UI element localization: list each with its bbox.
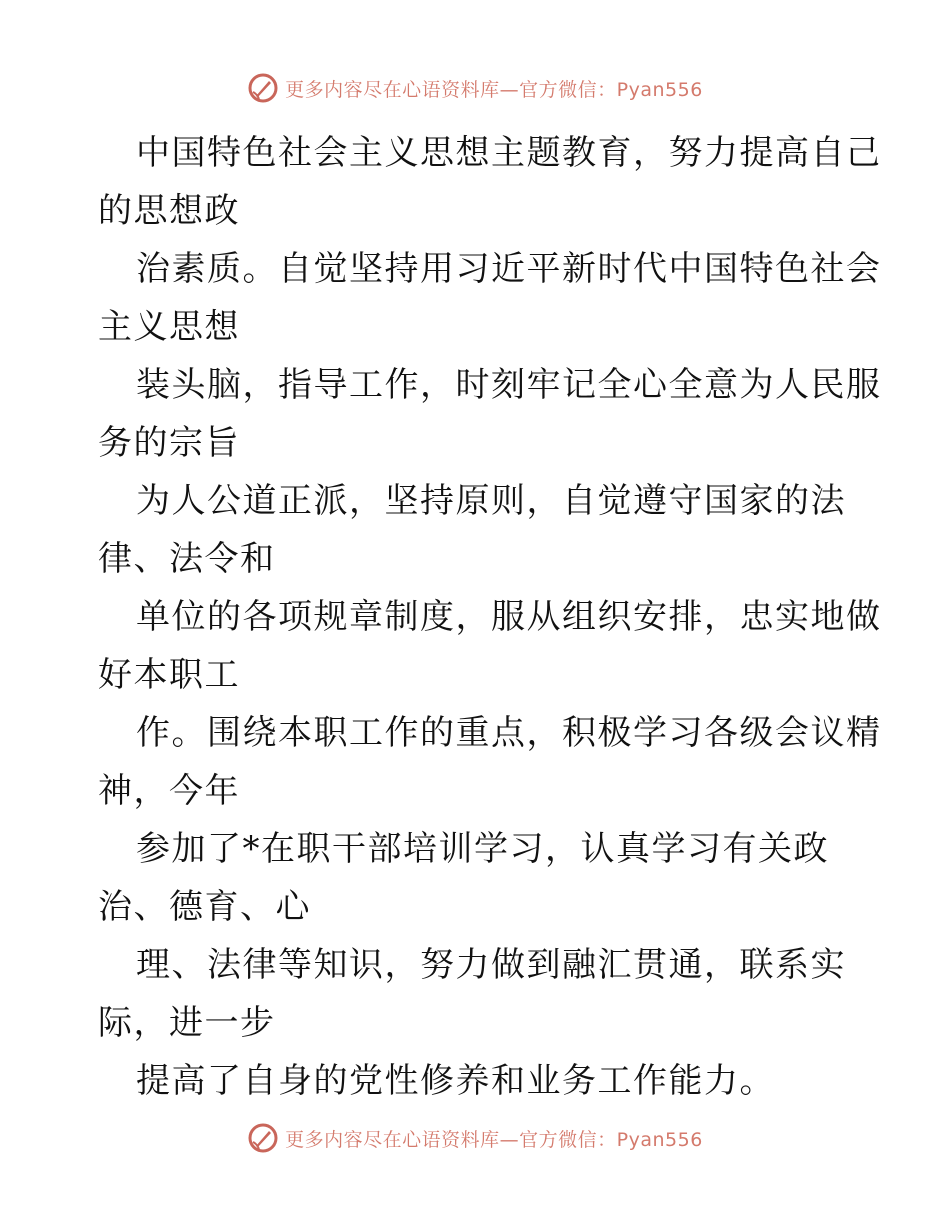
paragraph-line: 单位的各项规章制度，服从组织安排，忠实地做 (136, 597, 882, 637)
watermark-text: 更多内容尽在心语资料库—官方微信：Pyan556 (285, 1128, 703, 1151)
footer-watermark (0, 1122, 950, 1154)
paragraph-line: 好本职工 (98, 655, 240, 695)
paragraph-line: 理、法律等知识，努力做到融汇贯通，联系实 (136, 945, 846, 985)
quill-pen-logo-icon (247, 72, 279, 104)
document-body (98, 124, 882, 1110)
paragraph-line: 作。围绕本职工作的重点，积极学习各级会议精 (136, 713, 882, 753)
paragraph-line: 装头脑，指导工作，时刻牢记全心全意为人民服 (136, 365, 882, 405)
paragraph-line: 主义思想 (98, 307, 240, 347)
paragraph-line: 提高了自身的党性修养和业务工作能力。 (136, 1061, 775, 1101)
paragraph-line: 务的宗旨 (98, 423, 240, 463)
header-watermark (0, 72, 950, 104)
paragraph-line: 的思想政 (98, 191, 240, 231)
paragraph-line: 律、法令和 (98, 539, 276, 579)
paragraph-line: 中国特色社会主义思想主题教育，努力提高自己 (136, 133, 882, 173)
quill-pen-logo-icon (247, 1122, 279, 1154)
paragraph-line: 治素质。自觉坚持用习近平新时代中国特色社会 (136, 249, 882, 289)
paragraph-line: 治、德育、心 (98, 887, 311, 927)
watermark-text: 更多内容尽在心语资料库—官方微信：Pyan556 (285, 78, 703, 101)
paragraph-line: 为人公道正派，坚持原则，自觉遵守国家的法 (136, 481, 846, 521)
paragraph-line: 参加了*在职干部培训学习，认真学习有关政 (136, 829, 829, 869)
paragraph-line: 神，今年 (98, 771, 240, 811)
paragraph-line: 际，进一步 (98, 1003, 276, 1043)
